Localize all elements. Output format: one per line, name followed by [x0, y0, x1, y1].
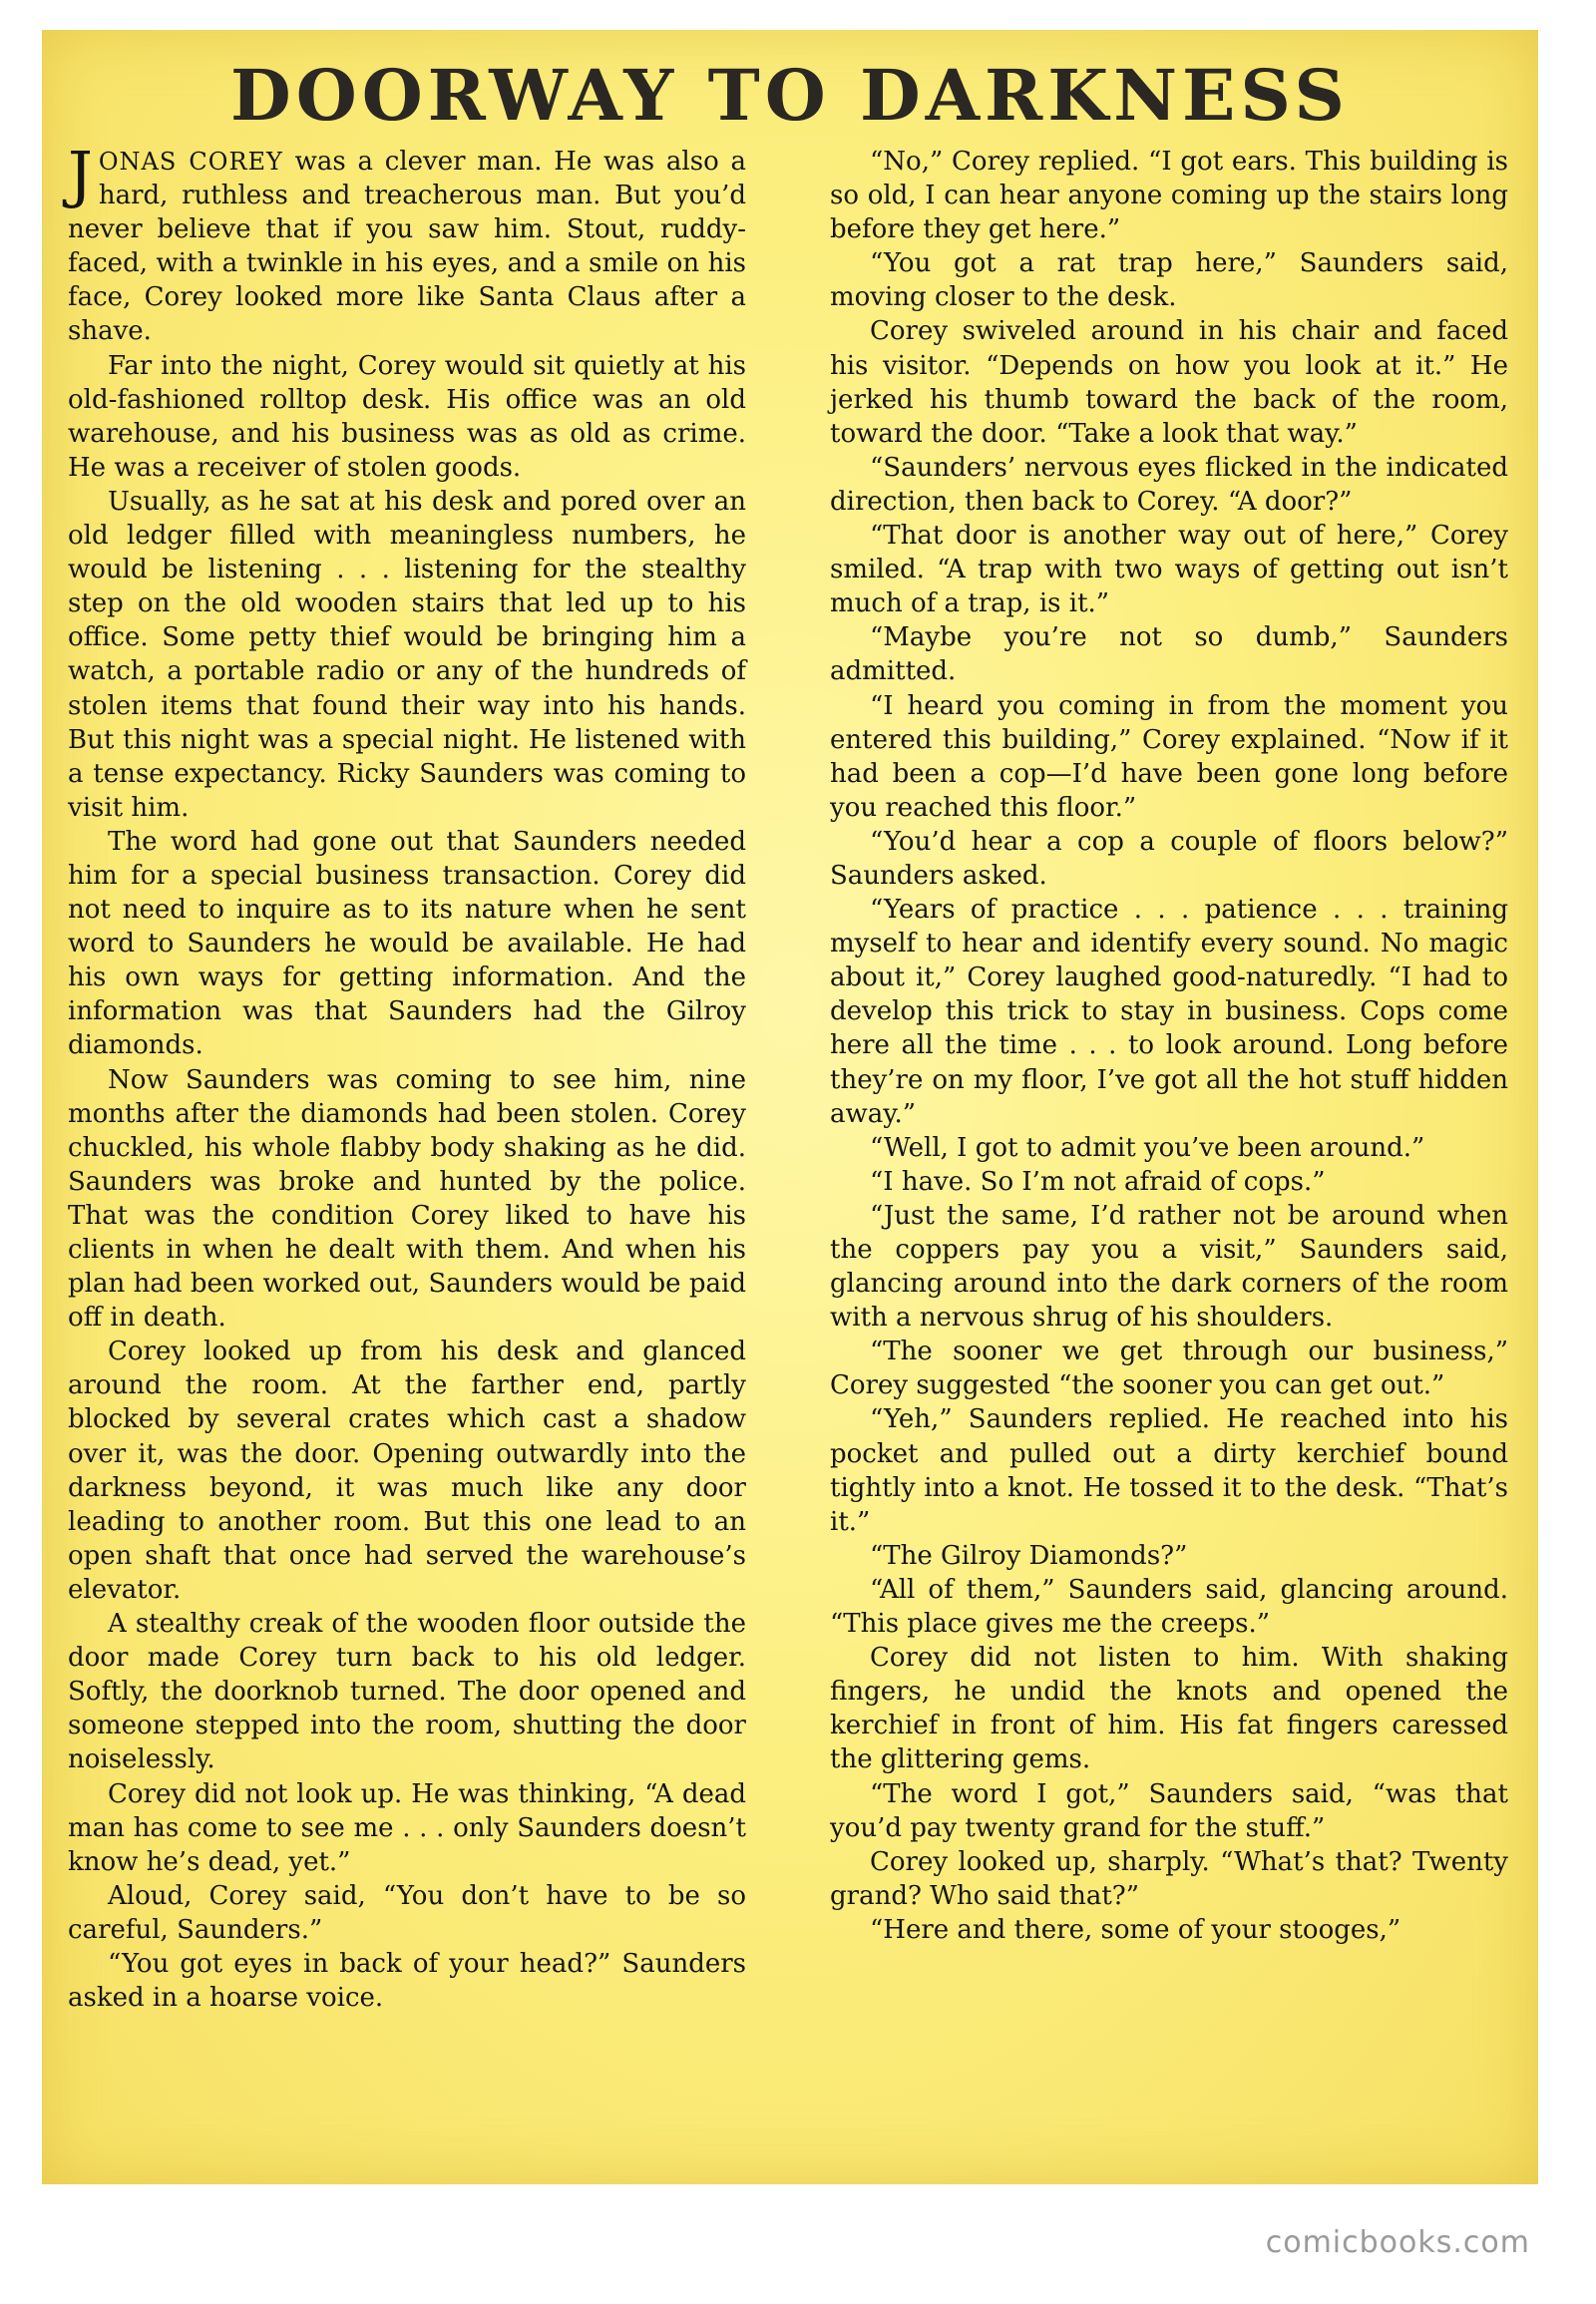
paragraph: “Years of practice . . . patience . . . training myself to hear and identify every sound. No magic about it,” Corey laughed good-naturedly. “I had to develop this trick to stay in business. Cops come here all the time . . . to look around. Long before they’re on my floor, I’ve got all the hot stuff hidden away.”	[830, 895, 1508, 1129]
paragraph: “Here and there, some of your stooges,”	[870, 1914, 1401, 1945]
paragraph: “You got eyes in back of your head?” Saunders asked in a hoarse voice.	[68, 1948, 746, 2014]
story-title: DOORWAY TO DARKNESS	[230, 54, 1350, 137]
paragraph: “Well, I got to admit you’ve been around.”	[870, 1132, 1425, 1163]
paragraph: A stealthy creak of the wooden floor outside the door made Corey turn back to his old ledger. Softly, the doorknob turned. The door opened and someone stepped into the room, shutting the door noiselessly.	[68, 1609, 746, 1775]
paragraph: “Just the same, I’d rather not be around when the coppers pay you a visit,” Saunders said, glancing around into the dark corners of the room with a nervous shrug of his shoulders.	[830, 1200, 1508, 1334]
drop-cap: J	[68, 138, 93, 210]
paragraph: “The sooner we get through our business,” Corey suggested “the sooner you can get out.”	[830, 1337, 1508, 1401]
paragraph: “The Gilroy Diamonds?”	[870, 1540, 1188, 1571]
intro-name: ONAS COREY	[98, 148, 283, 176]
paragraph: “You got a rat trap here,” Saunders said, moving closer to the desk.	[830, 248, 1508, 313]
paragraph: “I heard you coming in from the moment you entered this building,” Corey explained. “Now if it had been a cop—I’d have been gone long before you reached this floor.”	[830, 690, 1508, 823]
paragraph: Corey swiveled around in his chair and faced his visitor. “Depends on how you look at it.” He jerked his thumb toward the back of the room, toward the door. “Take a look that way.”	[830, 316, 1508, 449]
paragraph: “Yeh,” Saunders replied. He reached into his pocket and pulled out a dirty kerchief bound tightly into a knot. He tossed it to the desk. “That’s it.”	[830, 1404, 1508, 1537]
paragraph: “Maybe you’re not so dumb,” Saunders admitted.	[830, 622, 1508, 687]
paragraph: “Saunders’ nervous eyes flicked in the indicated direction, then back to Corey. “A door?”	[830, 452, 1508, 517]
paragraph: “The word I got,” Saunders said, “was that you’d pay twenty grand for the stuff.”	[830, 1778, 1508, 1843]
paragraph: Corey looked up from his desk and glanced around the room. At the farther end, partly blocked by several crates which cast a shadow over it, was the door. Opening outwardly into the darkness beyond, it was much like any door leading to another room. But this one lead to an open shaft that once had served the warehouse’s elevator.	[68, 1337, 746, 1605]
paragraph: Aloud, Corey said, “You don’t have to be so careful, Saunders.”	[68, 1880, 746, 1945]
story-page	[42, 30, 1538, 2184]
paragraph: Now Saunders was coming to see him, nine months after the diamonds had been stolen. Corey chuckled, his whole flabby body shaking as he did. Saunders was broke and hunted by the police. That was the condition Corey liked to have his clients in when he dealt with them. And when his plan had been worked out, Saunders would be paid off in death.	[68, 1064, 746, 1334]
paragraph: The word had gone out that Saunders needed him for a special business transaction. Corey did not need to inquire as to its nature when he sent word to Saunders he would be available. He had his own ways for getting information. And the information was that Saunders had the Gilroy diamonds.	[68, 826, 746, 1061]
paragraph: “I have. So I’m not afraid of cops.”	[870, 1166, 1326, 1197]
paragraph: Corey did not listen to him. With shaking fingers, he undid the knots and opened the kerchief in front of him. His fat fingers caressed the glittering gems.	[830, 1643, 1508, 1775]
paragraph: Corey looked up, sharply. “What’s that? Twenty grand? Who said that?”	[830, 1846, 1508, 1911]
site-watermark: comicbooks.com	[1265, 2225, 1530, 2260]
paragraph: “You’d hear a cop a couple of floors below?” Saunders asked.	[830, 826, 1508, 891]
intro-paragraph	[68, 138, 746, 349]
paragraph: Far into the night, Corey would sit quietly at his old-fashioned rolltop desk. His office was an old warehouse, and his business was as old as crime. He was a receiver of stolen goods.	[68, 350, 746, 483]
paragraph: “That door is another way out of here,” Corey smiled. “A trap with two ways of getting out isn’t much of a trap, is it.”	[830, 521, 1508, 619]
left-column	[68, 138, 746, 2015]
intro-text: was a clever man. He was also a hard, ruthless and treacherous man. But you’d never believe that if you saw him. Stout, ruddy-faced, with a twinkle in his eyes, and a smile on his face, Corey looked more like Santa Claus after a shave.	[68, 147, 746, 347]
right-column	[830, 145, 1508, 1947]
paragraph: Corey did not look up. He was thinking, “A dead man has come to see me . . . only Saunders doesn’t know he’s dead, yet.”	[68, 1778, 746, 1877]
paragraph: Usually, as he sat at his desk and pored over an old ledger filled with meaningless numbers, he would be listening . . . listening for the stealthy step on the old wooden stairs that led up to his office. Some petty thief would be bringing him a watch, a portable radio or any of the hundreds of stolen items that found their way into his hands. But this night was a special night. He listened with a tense expectancy. Ricky Saunders was coming to visit him.	[68, 486, 746, 823]
paragraph: “No,” Corey replied. “I got ears. This building is so old, I can hear anyone coming up the stairs long before they get here.”	[830, 147, 1508, 245]
paragraph: “All of them,” Saunders said, glancing around. “This place gives me the creeps.”	[830, 1574, 1508, 1640]
